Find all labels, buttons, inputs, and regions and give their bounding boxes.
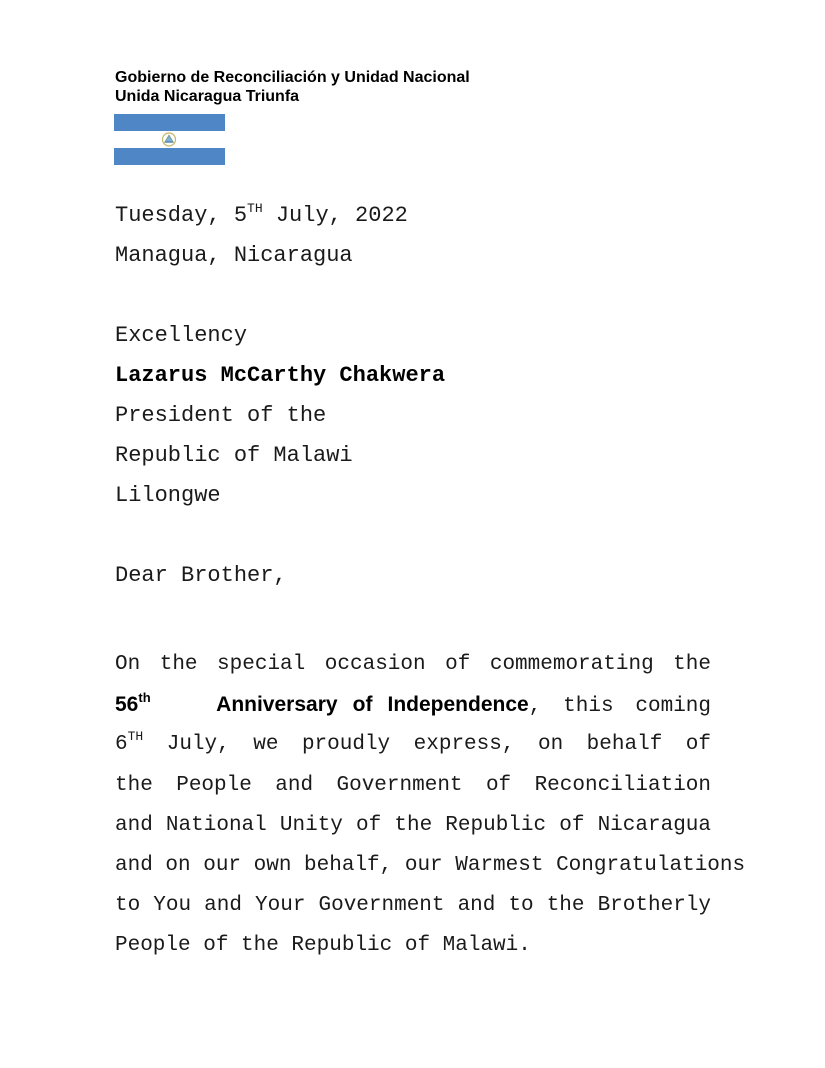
body-line: to You and Your Government and to the Brotherly (115, 894, 711, 918)
body-line: People of the Republic of Malawi. (115, 934, 531, 958)
letter-date (115, 203, 408, 228)
salutation-title: Excellency (115, 323, 248, 348)
body-line-rest: , this coming (528, 695, 711, 719)
body-line: On the special occasion of commemorating the (115, 653, 711, 676)
recipient-name: Lazarus McCarthy Chakwera (115, 363, 446, 388)
anniversary-number: 56 (115, 693, 139, 717)
event-day: 6 (115, 733, 128, 757)
body-line-rest: July, we proudly express, on behalf of (143, 733, 711, 757)
date-day-suffix: TH (247, 201, 263, 216)
nicaragua-flag-icon (114, 114, 225, 165)
body-line: and on our own behalf, our Warmest Congratulations (115, 853, 746, 877)
greeting: Dear Brother, (115, 563, 287, 588)
recipient-city: Lilongwe (115, 483, 221, 508)
anniversary-title: Anniversary of Independence (216, 693, 529, 717)
body-line: and National Unity of the Republic of Nicaragua (115, 813, 711, 837)
recipient-role-line1: President of the (115, 403, 327, 428)
letterhead-government-name: Gobierno de Reconciliación y Unidad Nacional (115, 69, 470, 86)
letterhead (115, 68, 470, 106)
date-weekday-day: Tuesday, 5 (115, 203, 248, 228)
body-line (115, 685, 711, 725)
letterhead-motto: Unida Nicaragua Triunfa (115, 88, 300, 105)
anniversary-suffix: th (138, 690, 151, 706)
date-month-year: July, 2022 (262, 203, 408, 228)
body-line (115, 725, 711, 765)
coat-of-arms-icon (159, 131, 179, 148)
body-line: the People and Government of Reconciliation (115, 773, 711, 797)
event-day-suffix: TH (127, 729, 144, 745)
letter-body (115, 645, 746, 967)
letter-place: Managua, Nicaragua (115, 243, 353, 268)
recipient-role-line2: Republic of Malawi (115, 443, 353, 468)
